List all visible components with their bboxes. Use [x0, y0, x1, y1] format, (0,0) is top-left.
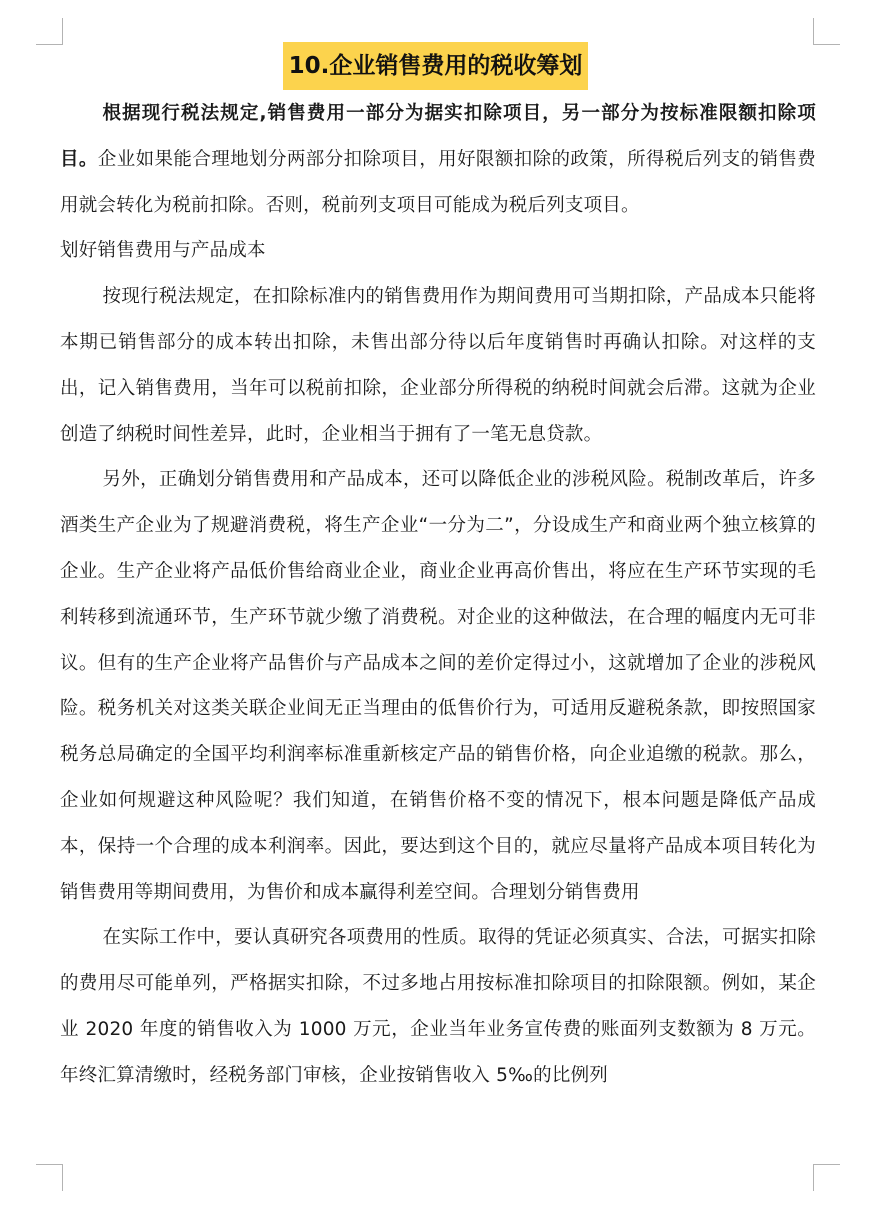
page-corner-mark-bottom-right	[813, 1164, 840, 1191]
page-corner-mark-top-left	[36, 18, 63, 45]
document-title: 10.企业销售费用的税收筹划	[283, 42, 589, 90]
section-heading-line: 划好销售费用与产品成本	[60, 240, 266, 262]
paragraph-lead-bold: 根据现行税法规定,销售费用一部分为据实扣除项目，另一部分为按标准限额扣除项目。	[60, 103, 816, 170]
page-corner-mark-bottom-left	[36, 1164, 63, 1191]
paragraph-intro	[60, 91, 816, 228]
paragraph-text: 企业如果能合理地划分两部分扣除项目，用好限额扣除的政策，所得税后列支的销售费用就会转化为税前扣除。否则，税前列支项目可能成为税后列支项目。	[60, 148, 816, 216]
paragraph-body: 另外，正确划分销售费用和产品成本，还可以降低企业的涉税风险。税制改革后，许多酒类生产企业为了规避消费税，将生产企业“一分为二”，分设成生产和商业两个独立核算的企业。生产企业将产品低价售给商业企业，商业企业再高价售出，将应在生产环节实现的毛利转移到流通环节，生产环节就少缴了消费税。对企业的这种做法，在合理的幅度内无可非议。但有的生产企业将产品售价与产品成本之间的差价定得过小，这就增加了企业的涉税风险。税务机关对这类关联企业间无正当理由的低售价行为，可适用反避税条款，即按照国家税务总局确定的全国平均利润率标准重新核定产品的销售价格，向企业追缴的税款。那么，企业如何规避这种风险呢？我们知道，在销售价格不变的情况下，根本问题是降低产品成本，保持一个合理的成本利润率。因此，要达到这个目的，就应尽量将产品成本项目转化为销售费用等期间费用，为售价和成本赢得利差空间。合理划分销售费用	[60, 469, 816, 903]
page-corner-mark-top-right	[813, 18, 840, 45]
title-container	[0, 42, 871, 90]
paragraph-body: 按现行税法规定，在扣除标准内的销售费用作为期间费用可当期扣除，产品成本只能将本期已销售部分的成本转出扣除，未售出部分待以后年度销售时再确认扣除。对这样的支出，记入销售费用，当年可以税前扣除，企业部分所得税的纳税时间就会后滞。这就为企业创造了纳税时间性差异，此时，企业相当于拥有了一笔无息贷款。	[60, 286, 816, 445]
document-body	[60, 91, 816, 1099]
paragraph-body: 在实际工作中，要认真研究各项费用的性质。取得的凭证必须真实、合法，可据实扣除的费用尽可能单列，严格据实扣除，不过多地占用按标准扣除项目的扣除限额。例如，某企业 2020 年度的销售收入为 1000 万元，企业当年业务宣传费的账面列支数额为 8 万元。年终汇算清缴时，经税务部门审核，企业按销售收入 5‰的比例列	[60, 927, 816, 1086]
